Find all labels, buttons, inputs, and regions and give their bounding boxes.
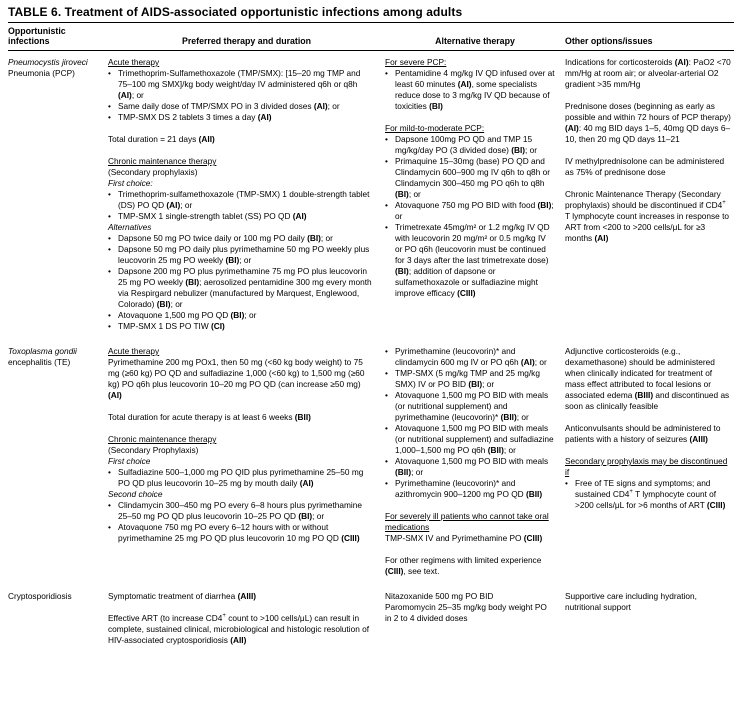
infection-name: Pneumonia (PCP) bbox=[8, 68, 75, 78]
cell-paragraph: IV methylprednisolone can be administered as 75% of prednisone dose bbox=[565, 156, 725, 177]
list-item bbox=[108, 244, 375, 266]
list-item bbox=[108, 522, 375, 544]
cell-heading: Chronic maintenance therapy bbox=[108, 434, 217, 444]
cell-paragraph: Indications for corticosteroids (AI): PaO2 <70 mm/Hg at room air; or alveolar-arterial O2 gradient >35 mm/Hg bbox=[565, 57, 731, 89]
list-item bbox=[108, 233, 375, 244]
list-item-text: TMP-SMX 1 DS PO TIW (CI) bbox=[118, 321, 225, 331]
infection-name: Toxoplasma gondii bbox=[8, 346, 77, 356]
list-item-text: Sulfadiazine 500–1,000 mg PO QID plus pyrimethamine 25–50 mg PO QD plus leucovorin 10–25 mg by mouth daily (AI) bbox=[118, 467, 364, 488]
list-item-text: Pentamidine 4 mg/kg IV QD infused over at least 60 minutes (AI), some specialists reduce dose to 3 mg/kg IV QD because of toxicities (BI) bbox=[395, 68, 555, 111]
bullet-list bbox=[108, 233, 375, 332]
list-item-text: TMP-SMX (5 mg/kg TMP and 25 mg/kg SMX) IV or PO BID (BI); or bbox=[395, 368, 540, 389]
infection-cell bbox=[8, 57, 108, 332]
bullet-icon: • bbox=[108, 500, 111, 510]
bullet-icon: • bbox=[565, 478, 568, 488]
list-item-text: Atovaquone 1,500 mg PO BID with meals (BII); or bbox=[395, 456, 549, 477]
list-item-text: Atovaquone 1,500 mg PO BID with meals (or nutritional supplement) and pyrimethamine (leucovorin)* (BII); or bbox=[395, 390, 549, 422]
bullet-icon: • bbox=[385, 456, 388, 466]
bullet-list bbox=[385, 68, 555, 112]
list-item-text: Dapsone 200 mg PO plus pyrimethamine 75 mg PO plus leucovorin 25 mg PO weekly (BI); aerosolized pentamidine 300 mg every month via Respirgard nebulizer (manufactured by Marquest, Englewood, Colorado) (BI); or bbox=[118, 266, 372, 309]
bullet-icon: • bbox=[108, 112, 111, 122]
bullet-list bbox=[565, 478, 732, 511]
list-item bbox=[108, 467, 375, 489]
list-item-text: Clindamycin 300–450 mg PO every 6–8 hours plus pyrimethamine 25–50 mg PO QD plus leucovorin 10–25 PO QD (BI); or bbox=[118, 500, 362, 521]
list-item bbox=[108, 68, 375, 101]
list-item bbox=[385, 346, 555, 368]
list-item bbox=[385, 456, 555, 478]
cell-paragraph: Prednisone doses (beginning as early as possible and within 72 hours of PCP therapy) (AI): 40 mg BID days 1–5, 40mg QD days 6–10, then 20 mg QD days 11–21 bbox=[565, 101, 731, 144]
bullet-list bbox=[108, 500, 375, 544]
cell-paragraph: Symptomatic treatment of diarrhea (AIII) bbox=[108, 591, 257, 601]
list-item-text: Trimetrexate 45mg/m² or 1.2 mg/kg IV QD with leucovorin 20 mg/m² or 0.5 mg/kg IV or PO q6h (leucovorin must be continued for 3 days after the last trimetrexate dose) (BI); addition of dapsone or sulfamethoxazole or sulfadiazine might improve efficacy (CIII) bbox=[395, 222, 550, 298]
cell-subheading: First choice bbox=[108, 456, 151, 466]
list-item bbox=[385, 368, 555, 390]
cell-heading: Secondary prophylaxis may be discontinued if bbox=[565, 456, 728, 477]
list-item-text: Free of TE signs and symptoms; and sustained CD4+ T lymphocyte count of >200 cells/μL for >6 months of ART (CIII) bbox=[575, 478, 726, 510]
cell-paragraph: Chronic Maintenance Therapy (Secondary prophylaxis) should be discontinued if CD4+ T lymphocyte count increases in response to ART from <200 to >200 cells/μL for ≥3 months (AI) bbox=[565, 189, 730, 243]
list-item bbox=[108, 266, 375, 310]
bullet-icon: • bbox=[385, 368, 388, 378]
cell-subheading: Second choice bbox=[108, 489, 163, 499]
list-item bbox=[565, 478, 732, 511]
list-item-text: Dapsone 100mg PO QD and TMP 15 mg/kg/day PO (3 divided dose) (BI); or bbox=[395, 134, 538, 155]
cell-paragraph: Adjunctive corticosteroids (e.g., dexamethasone) should be administered when clinically indicated for treatment of mass effect attributed to focal lesions or associated edema (BIII) and discontinued as soon as clinically feasible bbox=[565, 346, 730, 411]
cell-paragraph: Pyrimethamine 200 mg POx1, then 50 mg (<60 kg body weight) to 75 mg (≥60 kg) PO QD and sulfadiazine 1,000 (<60 kg) to 1,500 mg (≥60 kg) PO q6h plus leucovorin 10–20 mg PO QD (can increase ≥50 mg) (AI) bbox=[108, 357, 365, 400]
bullet-icon: • bbox=[108, 321, 111, 331]
list-item bbox=[385, 134, 555, 156]
list-item bbox=[385, 478, 555, 500]
other-options-cell bbox=[565, 57, 734, 332]
bullet-list bbox=[385, 346, 555, 500]
infection-name: Cryptosporidiosis bbox=[8, 591, 72, 601]
list-item-text: TMP-SMX 1 single-strength tablet (SS) PO QD (AI) bbox=[118, 211, 307, 221]
list-item-text: Pyrimethamine (leucovorin)* and azithromycin 900–1200 mg PO QD (BII) bbox=[395, 478, 543, 499]
bullet-icon: • bbox=[108, 467, 111, 477]
table-row bbox=[8, 346, 734, 577]
bullet-list bbox=[108, 467, 375, 489]
cell-heading: For severe PCP: bbox=[385, 57, 447, 67]
bullet-icon: • bbox=[385, 423, 388, 433]
column-header-other: Other options/issues bbox=[565, 36, 653, 46]
bullet-list bbox=[108, 189, 375, 222]
infection-cell bbox=[8, 591, 108, 646]
list-item bbox=[108, 310, 375, 321]
bullet-list bbox=[108, 68, 375, 123]
bullet-icon: • bbox=[108, 211, 111, 221]
bullet-icon: • bbox=[108, 266, 111, 276]
list-item-text: TMP-SMX DS 2 tablets 3 times a day (AI) bbox=[118, 112, 272, 122]
list-item bbox=[385, 156, 555, 200]
list-item-text: Primaquine 15–30mg (base) PO QD and Clindamycin 600–900 mg IV q6h to q8h or Clindamycin 300–450 mg PO q6h to q8h (BI); or bbox=[395, 156, 550, 199]
bullet-icon: • bbox=[108, 522, 111, 532]
bullet-icon: • bbox=[385, 156, 388, 166]
cell-paragraph: Total duration for acute therapy is at least 6 weeks (BII) bbox=[108, 412, 311, 422]
bullet-icon: • bbox=[385, 346, 388, 356]
list-item-text: Trimethoprim-Sulfamethoxazole (TMP/SMX): [15–20 mg TMP and 75–100 mg SMX]/kg body weight/day IV administered q6h or q8h (AI); or bbox=[118, 68, 361, 100]
list-item-text: Atovaquone 750 mg PO every 6–12 hours with or without pyrimethamine 25 mg PO QD plus leucovorin 10 mg PO QD (CIII) bbox=[118, 522, 360, 543]
cell-heading: Chronic maintenance therapy bbox=[108, 156, 217, 166]
bullet-icon: • bbox=[108, 189, 111, 199]
alternative-therapy-cell bbox=[385, 346, 565, 577]
preferred-therapy-cell bbox=[108, 346, 385, 577]
cell-paragraph: (Secondary prophylaxis) bbox=[108, 167, 198, 177]
bullet-icon: • bbox=[108, 233, 111, 243]
cell-paragraph: Effective ART (to increase CD4+ count to >100 cells/μL) can result in complete, sustained clinical, microbiological and histologic resolution of HIV-associated cryptosporidiosis (AII) bbox=[108, 613, 370, 645]
cell-paragraph: Nitazoxanide 500 mg PO BID bbox=[385, 591, 494, 601]
list-item bbox=[385, 423, 555, 456]
other-options-cell bbox=[565, 346, 734, 577]
table-body bbox=[8, 51, 734, 646]
list-item bbox=[385, 200, 555, 222]
list-item bbox=[108, 211, 375, 222]
cell-paragraph: TMP-SMX IV and Pyrimethamine PO (CIII) bbox=[385, 533, 543, 543]
cell-paragraph: (Secondary Prophylaxis) bbox=[108, 445, 199, 455]
cell-heading: Acute therapy bbox=[108, 57, 160, 67]
column-header-infections: Opportunistic infections bbox=[8, 26, 66, 46]
list-item-text: Dapsone 50 mg PO twice daily or 100 mg PO daily (BI); or bbox=[118, 233, 333, 243]
list-item-text: Atovaquone 750 mg PO BID with food (BI); or bbox=[395, 200, 554, 221]
cell-paragraph: Supportive care including hydration, nutritional support bbox=[565, 591, 697, 612]
list-item bbox=[385, 390, 555, 423]
infection-name: encephalitis (TE) bbox=[8, 357, 71, 367]
alternative-therapy-cell bbox=[385, 57, 565, 332]
preferred-therapy-cell bbox=[108, 57, 385, 332]
list-item bbox=[108, 189, 375, 211]
bullet-icon: • bbox=[385, 222, 388, 232]
infection-cell bbox=[8, 346, 108, 577]
list-item-text: Dapsone 50 mg PO daily plus pyrimethamine 50 mg PO weekly plus leucovorin 25 mg PO weekly (BI); or bbox=[118, 244, 370, 265]
cell-subheading: First choice: bbox=[108, 178, 153, 188]
cell-paragraph: Paromomycin 25–35 mg/kg body weight PO in 2 to 4 divided doses bbox=[385, 602, 547, 623]
list-item-text: Same daily dose of TMP/SMX PO in 3 divided doses (AI); or bbox=[118, 101, 340, 111]
bullet-icon: • bbox=[108, 68, 111, 78]
bullet-icon: • bbox=[108, 101, 111, 111]
bullet-list bbox=[385, 134, 555, 299]
table-row bbox=[8, 57, 734, 332]
cell-subheading: Alternatives bbox=[108, 222, 152, 232]
preferred-therapy-cell bbox=[108, 591, 385, 646]
list-item bbox=[108, 101, 375, 112]
column-header-alternative: Alternative therapy bbox=[435, 36, 515, 46]
bullet-icon: • bbox=[385, 134, 388, 144]
list-item bbox=[108, 112, 375, 123]
bullet-icon: • bbox=[108, 310, 111, 320]
bullet-icon: • bbox=[108, 244, 111, 254]
column-header-row bbox=[8, 23, 734, 50]
infection-name: Pneumocystis jiroveci bbox=[8, 57, 88, 67]
cell-paragraph: Total duration = 21 days (AII) bbox=[108, 134, 215, 144]
table-row bbox=[8, 591, 734, 646]
column-header-preferred: Preferred therapy and duration bbox=[181, 36, 312, 46]
table-title: TABLE 6. Treatment of AIDS-associated opportunistic infections among adults bbox=[8, 5, 463, 19]
cell-heading: Acute therapy bbox=[108, 346, 160, 356]
other-options-cell bbox=[565, 591, 734, 646]
list-item-text: Trimethoprim-sulfamethoxazole (TMP-SMX) 1 double-strength tablet (DS) PO QD (AI); or bbox=[118, 189, 370, 210]
list-item bbox=[108, 500, 375, 522]
list-item bbox=[385, 222, 555, 299]
list-item bbox=[108, 321, 375, 332]
cell-heading: For severely ill patients who cannot take oral medications bbox=[385, 511, 549, 532]
bullet-icon: • bbox=[385, 200, 388, 210]
cell-heading: For mild-to-moderate PCP: bbox=[385, 123, 485, 133]
bullet-icon: • bbox=[385, 390, 388, 400]
bullet-icon: • bbox=[385, 68, 388, 78]
list-item bbox=[385, 68, 555, 112]
list-item-text: Atovaquone 1,500 mg PO BID with meals (or nutritional supplement) and sulfadiazine 1,000–1,500 mg PO q6h (BII); or bbox=[395, 423, 554, 455]
list-item-text: Pyrimethamine (leucovorin)* and clindamycin 600 mg IV or PO q6h (AI); or bbox=[395, 346, 547, 367]
cell-paragraph: Anticonvulsants should be administered to patients with a history of seizures (AIII) bbox=[565, 423, 721, 444]
cell-paragraph: For other regimens with limited experience (CIII), see text. bbox=[385, 555, 542, 576]
alternative-therapy-cell bbox=[385, 591, 565, 646]
bullet-icon: • bbox=[385, 478, 388, 488]
list-item-text: Atovaquone 1,500 mg PO QD (BI); or bbox=[118, 310, 257, 320]
